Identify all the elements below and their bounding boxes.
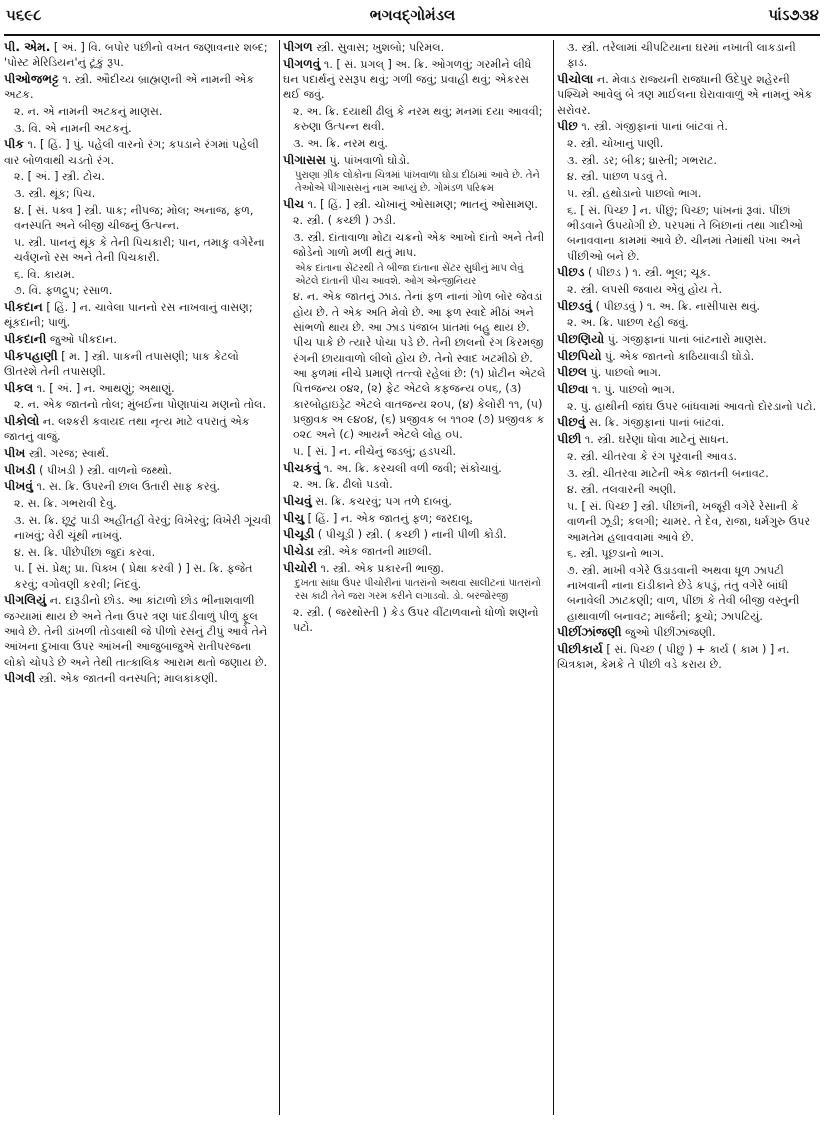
definition-text: ૪. ન. એક જાતનું ઝાડ. તેનાં ફળ નાનાં ગોળ બોર જેવડાં હોય છે. તે એક અતિ મેવો છે. આ ફળ સ્વાદે મીઠાં અને સાંભળો થાય છે. આ ઝાડ પંજાબ પ્રાંતમાં બહુ થાય છે. પીચ પાકે છે ત્યારે પોચા પડે છે. તેની છાલનો રંગ કિરમજી રંગની છાયાવાળો લીલો હોય છે. તેનો સ્વાદ ખટમીઠો છે. આ ફળમાં નીચે પ્રમાણે તત્ત્વો રહેલાં છે: (૧) પ્રોટીન એટલે પિત્તજન્ય ૦૪૨, (૨) ફેટ એટલે કફજન્ય ૦૫૬, (૩) કારબોહાઇડ્રેટ એટલે વાતજન્ય ૨૦૫, (૪) કેલોરી ૧૧, (૫) પ્રજીવક અ ૯૪૦૪, (૬) પ્રજીવક બ ૧૧૦૨ (૭) પ્રજીવક ક ૦૨૮ અને (૮) આયર્ન એટલે લોહ ૦૫. (293, 290, 546, 442)
page-header (0, 0, 825, 38)
definition-text: ૨. સ્ત્રી. ચીતરવા કે રંગ પૂરવાની આવડ. (567, 449, 737, 463)
sub-sense (557, 186, 819, 201)
definition-text: ૪. સ. ક્રિ. પીંછેપીંછાં જુદાં કરવાં. (14, 545, 156, 559)
definition-text: ૧. [ હિં. ] સ્ત્રી. ચોખાનું ઓસામણ; ભાતનું ઓસામણ. (304, 197, 538, 211)
dictionary-entry (283, 527, 549, 542)
sub-sense (283, 136, 549, 151)
sub-sense (4, 513, 275, 544)
page-number: ૫૬૯૮ (6, 6, 42, 24)
dictionary-entry (283, 153, 549, 168)
dictionary-entry (4, 463, 275, 478)
definition-text: એક દાંતાના સેંટરથી તે બીજા દાંતાના સેંટર સુધીનું માપ લેવું એટલે દાંતાની પીચ આવશે. ઓગ એન્જીનિયર (295, 263, 524, 288)
column-middle (283, 40, 549, 1115)
sub-sense (4, 397, 275, 412)
sub-sense (557, 282, 819, 297)
dictionary-entry (557, 349, 819, 364)
definition-text: ૨. સ્ત્રી. લપસી જવાય એવું હોય તે. (567, 282, 723, 296)
definition-text: સ્ત્રી. સુવાસ; ખુશબો; પરિમલ. (312, 41, 445, 54)
definition-text: પું. પાછલો ભાગ. (587, 366, 662, 380)
definition-text: ૨. સ્ત્રી. ( જરથોસ્તી ) કેડ ઉપર વીંટાળવાનો ધોળો શણનો પટો. (293, 605, 539, 635)
definition-text: ૨. સ્ત્રી. ( કચ્છી ) ઝડી. (293, 214, 396, 228)
headword: પીછલ (557, 365, 588, 380)
definition-text: ૧. પું. પાછલો ભાગ. (588, 383, 676, 397)
definition-text: ૧. સ. ક્રિ. ઉપરની છાલ ઉતારી સાફ કરવું. (33, 480, 221, 494)
sub-sense (283, 213, 549, 228)
headword: પીછવા (557, 382, 589, 397)
sub-sense (557, 136, 819, 151)
headword: પીકદાન (4, 300, 43, 315)
definition-text: ( પીખડી ) સ્ત્રી. વાળનો જથ્થો. (35, 463, 172, 477)
sub-sense (283, 444, 549, 459)
definition-text: ૨. સ્ત્રી. ચોખાનું પાણી. (567, 136, 664, 150)
definition-text: ૧. અ. ક્રિ. કરચલી વળી જવી; સંકોચાવું. (320, 461, 502, 475)
dictionary-entry (4, 479, 275, 494)
headword: પીખ (4, 446, 26, 461)
headword: પીછવું (557, 415, 586, 430)
header-rule (4, 34, 820, 36)
column-left (4, 40, 275, 1115)
sub-sense (557, 499, 819, 545)
citation-quote (283, 262, 549, 288)
dictionary-entry (4, 446, 275, 461)
headword: પીગલિયું (4, 593, 47, 608)
sub-sense (557, 546, 819, 561)
headword: પીગવી (4, 671, 36, 686)
definition-text: ન. મેવાડ રાજ્યની રાજધાની ઉદેપુર શહેરની પશ્ચિમે આવેલું બે ત્રણ માઈલના ઘેરાવાવાળું એ નામનું એક સરોવર. (557, 72, 813, 117)
dictionary-entry (4, 593, 275, 669)
headword: પીક (4, 137, 24, 152)
definition-text: ૩. સ્ત્રી. દાંતાવાળા મોટા ચક્રનો એક આખો દાંતો અને તેની જોડેનો ગાળો મળી થતું માપ. (293, 231, 545, 260)
dictionary-entry (4, 381, 275, 396)
definition-text: ૪. સ્ત્રી. પાછળ પડવું તે. (567, 170, 668, 184)
sub-sense (557, 40, 819, 71)
definition-text: ૭. વિ. ફળદ્રુપ; રસાળ. (14, 284, 113, 298)
headword: પીછી (557, 432, 582, 447)
sub-sense (283, 230, 549, 261)
column-right (557, 40, 819, 1115)
headword: પીગળવું (283, 56, 321, 71)
sub-sense (283, 104, 549, 135)
definition-text: [ મ. ] સ્ત્રી. પાકની તપાસણી; પાક કેટલો ઊતરશે તેની તપાસણી. (4, 349, 239, 379)
dictionary-entry (557, 365, 819, 380)
dictionary-entry (557, 642, 819, 673)
sub-sense (283, 605, 549, 636)
definition-text: સ. ક્રિ. ગંજીફાનાં પાનાં બાંટવાં. (585, 416, 725, 430)
headword: પીકલ (4, 380, 34, 395)
headword: પીખવું (4, 479, 34, 494)
sub-sense (557, 449, 819, 464)
dictionary-entry (557, 432, 819, 447)
sub-sense (4, 496, 275, 511)
headword: પીછણિયો (557, 332, 605, 347)
dictionary-entry (557, 119, 819, 134)
dictionary-entry (557, 415, 819, 430)
column-divider (553, 40, 554, 1115)
definition-text: ૨. સ. ક્રિ. ગભરાવી દેવું. (14, 497, 117, 511)
headword: પીગાસસ (283, 152, 327, 167)
headword: પીગળ (283, 40, 313, 54)
dictionary-entry (4, 414, 275, 445)
dictionary-entry (557, 625, 819, 640)
dictionary-entry (283, 461, 549, 476)
sub-sense (557, 203, 819, 264)
citation-quote (283, 577, 549, 603)
dictionary-entry (4, 300, 275, 331)
definition-text: ૩. સ્ત્રી. ચીતરવા માટેની એક જાતની બનાવટ. (567, 466, 769, 480)
sub-sense (557, 563, 819, 624)
sub-sense (557, 466, 819, 481)
definition-text: ( પીછડવું ) ૧. અ. ક્રિ. નાસીપાસ થવું. (592, 299, 760, 313)
definition-text: ૫. [ સં. ] ન. નીચેનું જડબું; હડપચી. (293, 444, 457, 458)
dictionary-entry (557, 332, 819, 347)
definition-text: પું. એક જાતનો કાઠિયાવાડી ઘોડો. (601, 349, 755, 363)
definition-text: સ્ત્રી. એક જાતની વનસ્પતિ; માલકાંકણી. (35, 672, 218, 686)
definition-text: ૨. અ. ક્રિ. પાછળ રહી જવું. (567, 316, 689, 330)
definition-text: ૧. સ્ત્રી. ઘરેણાં ધોવા માટેનું સાધન. (581, 433, 729, 447)
definition-text: પું. ગંજીફાનાં પાનાં બાંટનારો માણસ. (604, 333, 767, 347)
definition-text: સ્ત્રી. ગરજ; સ્વાર્થ. (25, 447, 109, 461)
definition-text: ૧. [ સં. પ્રગલ્ ] અ. ક્રિ. ઓગળવું; ગરમીને લીધે ઘન પદાર્થનું રસરૂપ થવું; ગળી જવું; પ્રવાહી થવું; એકરસ થઈ જવું. (283, 57, 532, 102)
definition-text: [ અં. ] વિ. બપોર પછીનો વખત જણાવનાર શબ્દ; 'પોસ્ટ મેરિડિયન'નું ટૂંકું રૂપ. (4, 41, 268, 70)
definition-text: ૧. સ્ત્રી. એક પ્રકારની ભાજી. (316, 561, 444, 575)
definition-text: ૨. ન. એ નામની અટકનું માણસ. (14, 104, 163, 118)
dictionary-entry (557, 382, 819, 397)
sub-sense (557, 482, 819, 497)
definition-text: ૧. સ્ત્રી. ઔદીચ્ય બ્રાહ્મણની એ નામની એક અટક. (4, 72, 255, 102)
headword: પીકપહાણી (4, 348, 58, 363)
headword: પીછડવું (557, 298, 593, 313)
definition-text: ૨. અ. ક્રિ. ઢીલો પડવો. (293, 478, 393, 492)
sub-sense (4, 121, 275, 136)
definition-text: ૫. સ્ત્રી. પાનનું થૂંક કે તેની પિચકારી; પાન, તમાકુ વગેરેના ચર્વણનો રસ અને તેની પિચકારી. (14, 235, 265, 264)
sub-sense (4, 203, 275, 234)
sub-sense (4, 545, 275, 560)
definition-text: જુઓ પીછીંઝાંજણી. (621, 626, 716, 640)
dictionary-entry (557, 299, 819, 314)
definition-text: ૨. ન. એક જાતનો તોલ; મુંબઈના પોણાપાંચ મણનો તોલ. (14, 398, 266, 412)
dictionary-entry (4, 137, 275, 168)
dictionary-entry (4, 349, 275, 380)
dictionary-entry (283, 511, 549, 526)
definition-text: ૨. [ અં. ] સ્ત્રી. ટોચ. (14, 170, 105, 184)
dictionary-entry (283, 197, 549, 212)
sub-sense (283, 477, 549, 492)
headword: પીખડી (4, 462, 36, 477)
definition-text: ૨. પું. હાથીની જાંઘ ઉપર બાંધવામાં આવતો દોરડાનો પટો. (567, 399, 817, 413)
sub-sense (4, 104, 275, 119)
headword: પીકોલો (4, 414, 40, 429)
definition-text: ૪. [ સં. પક્વ ] સ્ત્રી. પાક; નીપજ; મોલ; અનાજ, ફળ, વનસ્પતિ અને બીજી ચીજનું ઉત્પન્ન. (14, 203, 254, 232)
sub-sense (557, 315, 819, 330)
headword: પીછીંઝાંજણી (557, 625, 622, 640)
headword: પીચુ (283, 510, 305, 525)
definition-text: જુઓ પીકદાન. (46, 333, 117, 347)
definition-text: ૬. સ્ત્રી. પૂછડાનો ભાગ. (567, 547, 664, 561)
definition-text: ૩. સ્ત્રી. તરેલામાં ચીપટિયાના ઘરમાં નખાતી લાકડાની ફાડ. (567, 41, 796, 70)
sub-sense (4, 283, 275, 298)
dictionary-entry (283, 544, 549, 559)
definition-text: ૫. [ સં. પિચ્છ ] સ્ત્રી. પીંછાંની, ખજૂરી વગેરે રેસાની કે વાળની ઝૂડી; કલગી; ચામર. તે દેવ, રાજા, ધર્મગુરુ ઉપર આમતેમ હલાવવામાં આવે છે. (567, 499, 811, 544)
definition-text: ( પીછડ ) ૧. સ્ત્રી. ભૂલ; ચૂક. (584, 266, 711, 280)
definition-text: ૬. [ સં. પિચ્છ ] ન. પીંછું; પિચ્છ; પાંખનાં રૂવાં. પીંછાં ભીડવાને ઉપયોગી છે. પરપમાં તે બિછાનાં તથા ગાદીઓ બનાવવાના કામમાં આવે છે. ચીનમાં તેમાંથી પંખા અને પીંછીઓ બને છે. (567, 203, 804, 263)
headword: પીચકવું (283, 460, 321, 475)
headword: પીછપિયો (557, 348, 602, 363)
definition-text: ૩. અ. ક્રિ. નરમ થવું. (293, 136, 388, 150)
dictionary-entry (283, 561, 549, 576)
definition-text: પું. પાંખવાળો ઘોડો. (326, 153, 410, 167)
definition-text: ( પીચૂડી ) સ્ત્રી. ( કચ્છી ) નાની પીળી કોડી. (314, 528, 507, 542)
definition-text: ૬. વિ. કાયમ. (14, 267, 75, 281)
definition-text: સ્ત્રી. એક જાતની માછલી. (313, 544, 432, 558)
headword: પીચેડા (283, 543, 314, 558)
headword: પીછીકાર્ય (557, 642, 603, 657)
column-divider (279, 40, 280, 1115)
definition-text: ૧. [ અં. ] ન. આથણું; અથાણું. (33, 381, 175, 395)
dictionary-entry (283, 57, 549, 103)
definition-text: ૧. સ્ત્રી. ગંજીફાનાં પાનાં બાંટવાં તે. (577, 120, 728, 134)
headword: પીચૂડી (283, 527, 315, 542)
definition-text: ન. દારૂડીનો છોડ. આ કાંટાળો છોડ ભીનાશવાળી જગ્યામાં થાય છે અને તેના ઉપર ત્રણ પાંદડીવાળું પીળું ફૂલ આવે છે. તેની ડાંખળી તોડવાથી જે પીળો રસનું ટીપું આવે તેને આંખના દુખાવા ઉપર આંખની આજુબાજુએ રાતીપરજના લોકો ચોપડે છે અને તેથી તાત્કાલિક આરામ થતો જણાય છે. (4, 594, 268, 669)
dictionary-entry (4, 72, 275, 103)
definition-text: ૧. [ હિં. ] પું. પહેલી વારનો રંગ; કપડાને રંગમાં પહેલી વાર બોળવાથી ચડતો રંગ. (4, 138, 259, 167)
headword: પીછ (557, 119, 578, 134)
headword: પીચ (283, 196, 305, 211)
headword: પી. એમ. (4, 40, 51, 54)
sub-sense (4, 235, 275, 266)
running-title: ભગવદ્ગોમંડલ (369, 6, 456, 24)
dictionary-entry (4, 332, 275, 347)
headword: પીકદાની (4, 332, 47, 347)
dictionary-entry (283, 494, 549, 509)
definition-text: ૭. સ્ત્રી. માખી વગેરે ઉડાડવાની અથવા ધૂળ ઝાપટી નાખવાની નાના દાંડીકાને છેડે કપડું, તંતુ વગેરે બાંધી બનાવેલી ઝાટકણી; વાળ, પીંછાં કે તેવી બીજી વસ્તુની હાથાવાળી બનાવટ; માર્જની; કૂચો; ઝાપટિયું. (567, 563, 800, 623)
definition-text: ૩. સ્ત્રી. થૂંક; પિચ. (14, 187, 96, 201)
definition-text: દુખતા સાંધા ઉપર પીચોરીનાં પાતરાંનો અથવા સાલીટનાં પાતરાંનો રસ કાઢી તેને જરા ગરમ કરીને લગાડવો. ડો. બરજોરજી (295, 578, 541, 603)
dictionary-entry (557, 72, 819, 118)
sub-sense (4, 267, 275, 282)
definition-text: ૨. અ. ક્રિ. દયાથી ઢીલું કે નરમ થવું; મનમાં દયા આવવી; કરુણા ઉત્પન્ન થવી. (293, 104, 543, 134)
definition-text: ૫. સ્ત્રી. હથોડાનો પાછલો ભાગ. (567, 187, 702, 201)
dictionary-entry (4, 671, 275, 686)
definition-text: ૩. વિ. એ નામની અટકનું. (14, 121, 132, 135)
definition-text: [ હિં. ] ન. એક જાતનું ફળ; જરદાલૂ. (304, 511, 473, 525)
sub-sense (557, 169, 819, 184)
definition-text: ૩. સ. ક્રિ. છૂટું પાડી અહીંતહીં વેરવું; વિખેરવું; વિખેરી ગૂંચવી નાખવું; વેરી ચૂંથી નાખવું. (14, 513, 272, 543)
headword: પીઓજભટ્ટ (4, 71, 59, 86)
definition-text: ૩. સ્ત્રી. ડર; બીક; ધ્રાસ્તી; ગભરાટ. (567, 153, 717, 167)
sub-sense (557, 399, 819, 414)
definition-text: પુરાણા ગ્રીક લોકોના ચિત્રમાં પાંખવાળા ઘોડા દીઠામાં આવે છે. તેને તેઓએ પીગાસસનું નામ આપ્યું છે. ગોમંડળ પરિક્રમ (295, 170, 540, 195)
headword: પીચવું (283, 493, 312, 508)
dictionary-entry (4, 40, 275, 71)
headword: પીચોરી (283, 560, 317, 575)
dictionary-entry (557, 265, 819, 280)
sub-sense (4, 169, 275, 184)
sub-sense (283, 289, 549, 442)
headword: પીછડ (557, 265, 585, 280)
definition-text: ૪. સ્ત્રી. તલવારની અણી. (567, 483, 677, 497)
citation-quote (283, 169, 549, 195)
sub-sense (4, 561, 275, 592)
definition-text: [ સં. પિચ્છ ( પીછું ) + કાર્ય ( કામ ) ] ન. ચિત્રકામ, કેમકે તે પીછી વડે કરાય છે. (557, 643, 790, 672)
definition-text: ન. લશ્કરી કવાયદ તથા નૃત્ય માટે વપરાતું એક જાતનું વાજું. (4, 415, 250, 444)
headword: પીચોલા (557, 71, 594, 86)
definition-text: ૫. [ સં. પ્રેક્ષ્; પ્રા. પિક્ખ ( પ્રેક્ષા કરવી ) ] સ. ક્રિ. ફજેત કરવું; વગોવણી કરવી; નિંદવું. (14, 562, 253, 591)
guide-word: પાંઽ૭૩૪ (768, 6, 819, 24)
dictionary-entry (283, 40, 549, 55)
definition-text: સ. ક્રિ. કચરવું; પગ તળે દાબવું. (311, 494, 452, 508)
definition-text: [ હિં. ] ન. ચાવેલા પાનનો રસ નાખવાનું વાસણ; થૂંકદાની; પાળું. (4, 301, 253, 330)
sub-sense (557, 153, 819, 168)
sub-sense (4, 186, 275, 201)
